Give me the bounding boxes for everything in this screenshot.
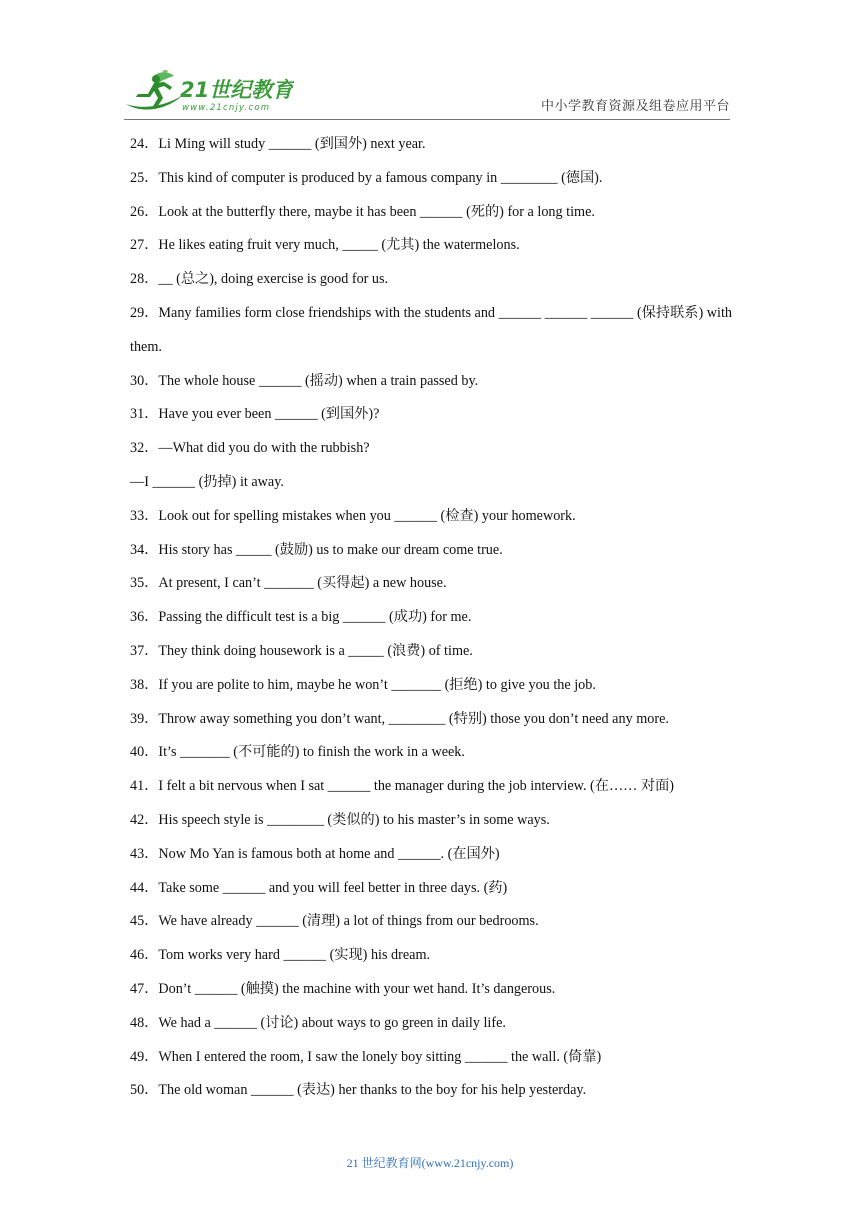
question-29: 29．Many families form close friendships with the students and ______ ______ ______ (保持联系) with them. [130, 304, 732, 355]
question-27: 27．He likes eating fruit very much, _____ (尤其) the watermelons. [130, 237, 520, 254]
question-28: 28．__ (总之), doing exercise is good for us. [130, 271, 389, 288]
question-30: 30．The whole house ______ (摇动) when a train passed by. [130, 372, 479, 389]
question-38: 38．If you are polite to him, maybe he won’t _______ (拒绝) to give you the job. [130, 676, 596, 693]
question-39: 39．Throw away something you don’t want, ________ (特别) those you don’t need any more. [130, 710, 669, 727]
question-36: 36．Passing the difficult test is a big ______ (成功) for me. [130, 609, 472, 626]
question-34: 34．His story has _____ (鼓励) us to make our dream come true. [130, 541, 503, 558]
question-31: 31．Have you ever been ______ (到国外)? [130, 406, 380, 423]
question-25: 25．This kind of computer is produced by a famous company in ________ (德国). [130, 169, 603, 186]
question-49: 49．When I entered the room, I saw the lonely boy sitting ______ the wall. (倚靠) [130, 1048, 602, 1065]
question-33: 33．Look out for spelling mistakes when you ______ (检查) your homework. [130, 507, 576, 524]
page-header [0, 0, 860, 122]
question-47: 47．Don’t ______ (触摸) the machine with your wet hand. It’s dangerous. [130, 980, 556, 997]
header-divider [124, 119, 730, 120]
question-32: 32．—What did you do with the rubbish? [130, 440, 370, 457]
platform-tagline: 中小学教育资源及组卷应用平台 [540, 99, 730, 114]
question-24: 24．Li Ming will study ______ (到国外) next year. [130, 136, 426, 152]
question-35: 35．At present, I can’t _______ (买得起) a new house. [130, 575, 447, 592]
question-43: 43．Now Mo Yan is famous both at home and ______. (在国外) [130, 845, 500, 862]
question-50: 50．The old woman ______ (表达) her thanks to the boy for his help yesterday. [130, 1082, 587, 1099]
question-37: 37．They think doing housework is a _____ (浪费) of time. [130, 642, 473, 659]
page-footer: 21 世纪教育网(www.21cnjy.com) [346, 1156, 514, 1170]
runner-logo-icon [124, 70, 294, 114]
question-44: 44．Take some ______ and you will feel better in three days. (药) [130, 879, 508, 896]
site-logo [124, 70, 294, 114]
question-42: 42．His speech style is ________ (类似的) to his master’s in some ways. [130, 811, 550, 828]
question-list [130, 128, 732, 1108]
question-46: 46．Tom works very hard ______ (实现) his dream. [130, 947, 431, 964]
question-45: 45．We have already ______ (清理) a lot of things from our bedrooms. [130, 913, 539, 930]
question-32-answer-line: —I ______ (扔掉) it away. [130, 473, 284, 490]
question-48: 48．We had a ______ (讨论) about ways to go green in daily life. [130, 1014, 506, 1031]
svg-text:21世纪教育: 21世纪教育 [180, 78, 294, 102]
svg-text:www.21cnjy.com: www.21cnjy.com [182, 103, 271, 113]
question-40: 40．It’s _______ (不可能的) to finish the work in a week. [130, 744, 465, 761]
question-26: 26．Look at the butterfly there, maybe it has been ______ (死的) for a long time. [130, 203, 595, 220]
question-41: 41．I felt a bit nervous when I sat ______ the manager during the job interview. (在…… 对面) [130, 778, 674, 795]
